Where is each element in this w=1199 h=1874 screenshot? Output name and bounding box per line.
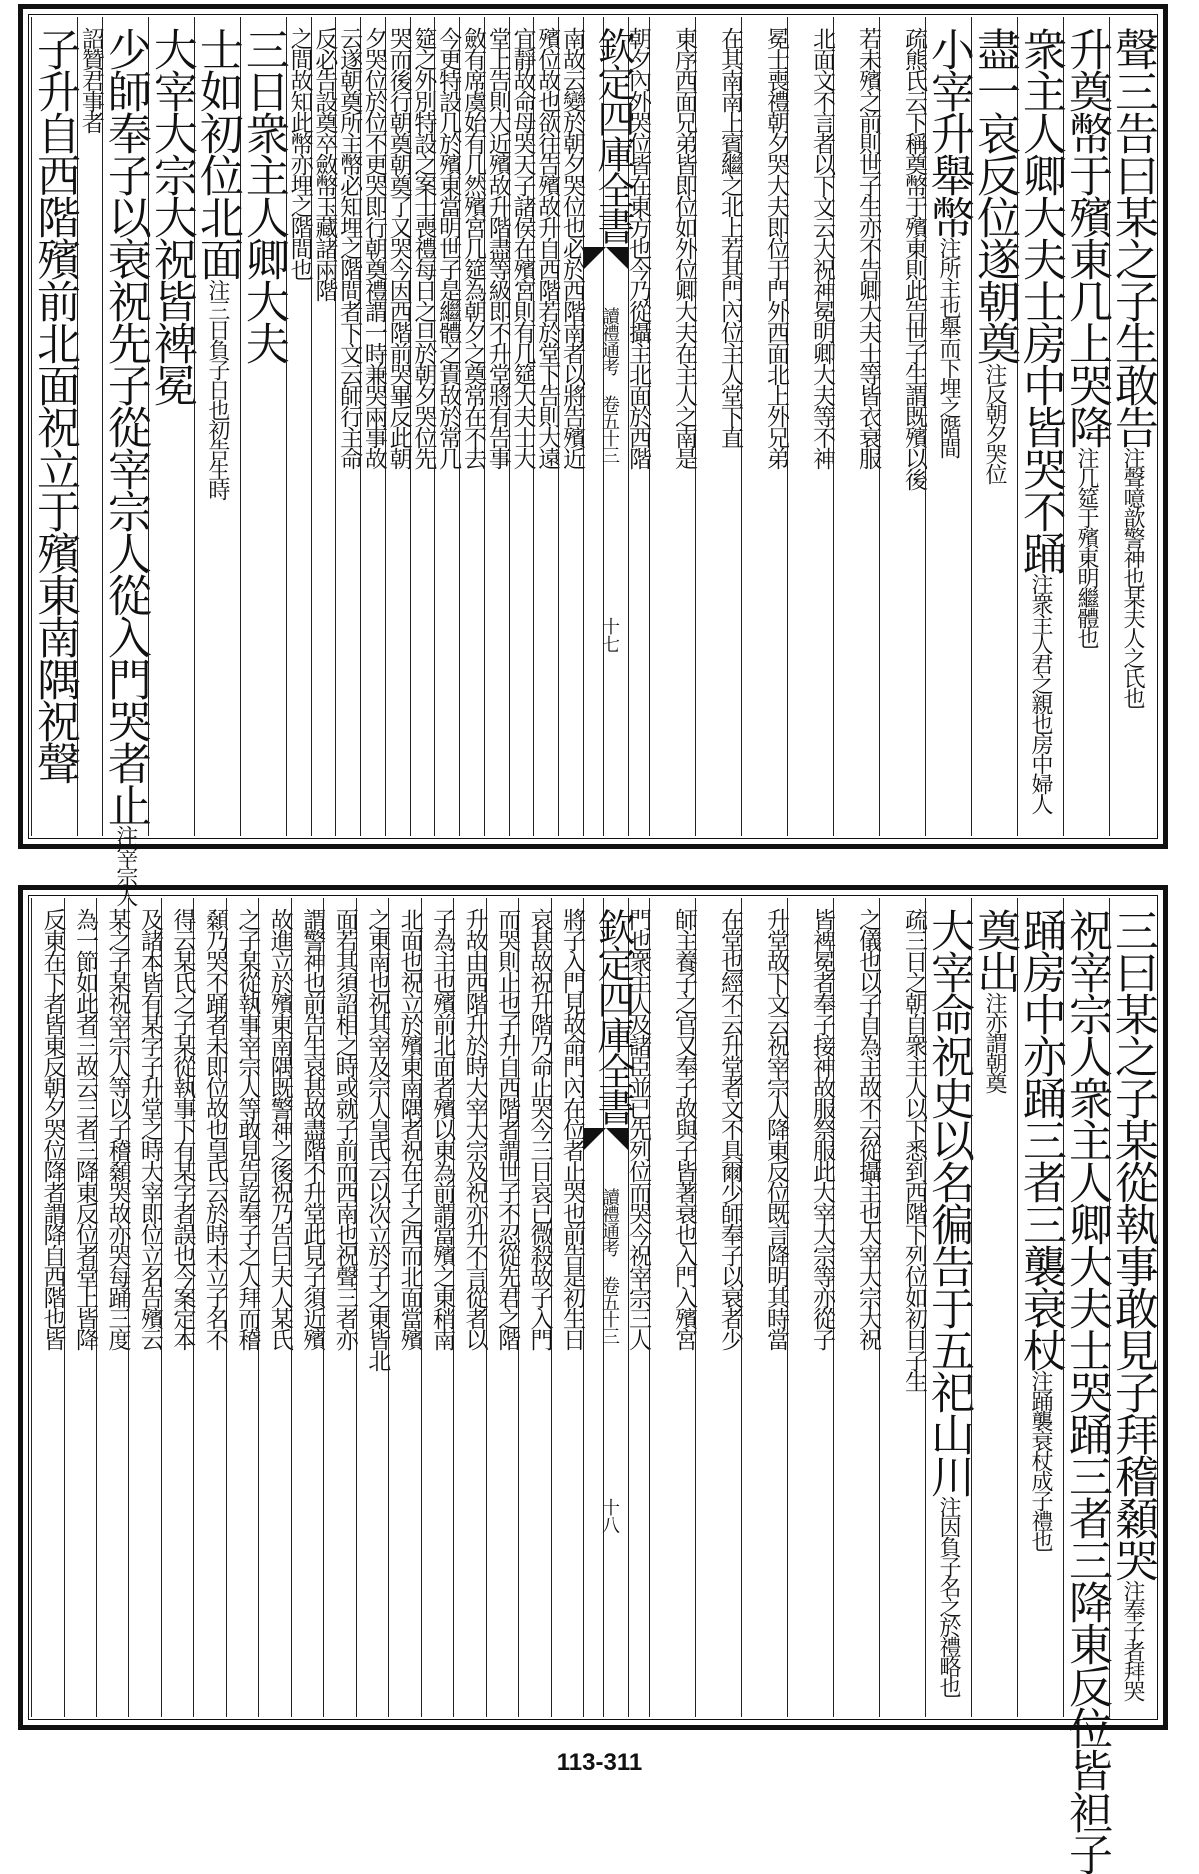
text-column (833, 17, 879, 836)
commentary-text: 子為主也殯前北面者殯以東為前謂當殯之東稍南 (429, 908, 456, 1349)
right-half (603, 898, 1158, 1874)
text-column (193, 898, 228, 1717)
text-column (923, 17, 974, 836)
commentary-text: 門也衆主人及諸臣並已先列位而哭今祝宰宗三人 (625, 908, 651, 1349)
text-column (286, 17, 311, 836)
text-column (291, 898, 326, 1717)
commentary-text: 在其南南上賓繼之北上若其門內位主人堂下直 (717, 27, 743, 447)
text-column (311, 17, 336, 836)
text-column (96, 898, 131, 1717)
commentary-text: 謂警神也前告生哀甚故盡階不升堂此見子須近殯 (299, 908, 326, 1349)
commentary-text: 宜靜故命母哭天子諸侯在殯宮則有几筵大夫士大 (509, 27, 536, 468)
folio-number: 十八 (599, 1498, 620, 1534)
commentary-text: 夕哭位於位不更哭即行朝奠禮謂一時兼哭兩事故 (360, 27, 387, 468)
right-half (603, 17, 1158, 836)
text-column (923, 898, 974, 1717)
text-column (1107, 17, 1158, 836)
commentary-text: 之儀也以子自為主故不云從攝主也大宰大宗大祝 (855, 908, 881, 1349)
main-text: 升奠幣于殯東几上哭降 (1061, 27, 1112, 447)
commentary-text: 若未殯之前則世子生亦不告卿大夫士等皆衣衰服 (855, 27, 881, 468)
commentary-text: 師主養子之官又奉子故與子皆著衰也入門入殯宮 (671, 908, 697, 1349)
annotation-text: 注几筵于殯東明繼體也 (1074, 447, 1099, 647)
text-column (741, 17, 787, 836)
text-column (787, 17, 833, 836)
commentary-text: 而哭則止也子升自西階者謂世子不忍從先君之階 (494, 908, 521, 1349)
commentary-text: 殯位故也欲往告殯故升自西階若於堂下告則大遠 (534, 27, 561, 468)
text-column (484, 17, 509, 836)
text-column (558, 17, 583, 836)
left-half (29, 17, 585, 905)
main-text: 大宰命祝史以名徧告于五祀山川 (923, 908, 974, 1496)
main-text: 大宰大宗大祝皆裨冕 (145, 27, 197, 405)
commentary-text: 面若其須詔相之時或就子前而西南也祝聲三者亦 (331, 908, 358, 1349)
text-column (29, 17, 81, 836)
commentary-text: 及諸本皆有某字子升堂之時大宰即位立名告殯云 (136, 908, 163, 1349)
main-text: 祝宰宗人衆主人卿大夫士哭踊三者三降東反位皆袒子 (1061, 908, 1112, 1874)
main-text: 盡一哀反位遂朝奠 (969, 27, 1020, 363)
commentary-text: 云遂朝奠所主幣必知埋之階間者下文云師行主命 (336, 27, 363, 468)
main-text: 士如初位北面 (191, 27, 243, 279)
text-column (385, 17, 410, 836)
text-column (741, 898, 787, 1717)
commentary-text: 朝夕內外哭位皆在東方也今乃從攝主北面於西階 (625, 27, 651, 468)
commentary-text: 反東在下者皆東反朝夕哭位降者謂降自西階也皆 (39, 908, 66, 1349)
commentary-text: 疏三日之朝自衆主人以下悉到西階下列位如初日子生 (901, 908, 927, 1391)
commentary-text: 之東南也祝其宰及宗人皇氏云以次立於子之東皆北 (364, 908, 391, 1370)
commentary-text: 哀甚故祝升階乃命止哭今三日哀已微殺故子入門 (526, 908, 553, 1349)
text-column (335, 17, 363, 836)
text-column (533, 17, 561, 836)
text-column (388, 898, 423, 1717)
page-footer-number: 113-311 (556, 1749, 643, 1776)
text-column (191, 17, 243, 836)
commentary-text: 升故由西階升於時大宰大宗及祝亦升不言從者以 (461, 908, 488, 1349)
text-column (1107, 898, 1158, 1717)
main-text: 小宰升舉幣 (923, 27, 974, 237)
text-column (486, 898, 521, 1717)
commentary-text: 故進立於殯東南隅既警神之後祝乃告曰夫人某氏 (266, 908, 293, 1349)
text-column (356, 898, 391, 1717)
annotation-text: 注奉子者拜哭 (1120, 1580, 1145, 1700)
text-column (969, 17, 1020, 836)
text-column (161, 898, 196, 1717)
text-column (787, 898, 833, 1717)
text-column (509, 17, 534, 836)
text-column (453, 898, 488, 1717)
commentary-text: 為一節如此者三故云三者三降東反位者堂上皆降 (71, 908, 98, 1349)
text-column (1015, 17, 1066, 836)
text-column (323, 898, 358, 1717)
commentary-text: 東序西面兄弟皆即位如外位卿大夫在主人之南是 (671, 27, 697, 468)
commentary-text: 今更特設几於殯東當明世子是繼體之貴故於常几 (435, 27, 462, 468)
commentary-text: 將子入門見故命門內在位者止哭也前告是初生日 (559, 908, 585, 1349)
commentary-text: 筵之外別特設之案士喪禮每日之旦於朝夕哭位先 (410, 27, 437, 468)
commentary-text: 某之子某祝宰宗人等以子稽顙哭故亦哭每踊三度 (104, 908, 131, 1349)
main-text: 衆主人卿大夫士房中皆哭不踊 (1015, 27, 1066, 573)
annotation-text: 注亦謂朝奠 (982, 992, 1007, 1092)
annotation-text: 注聲噫歆警神也某夫人之氏也 (1120, 447, 1145, 707)
text-column (237, 17, 289, 836)
commentary-text: 南故云變於朝夕哭位也必於西階南者以將告殯近 (559, 27, 585, 468)
text-column (969, 898, 1020, 1717)
text-column (1061, 17, 1112, 836)
annotation-text: 注反朝夕哭位 (982, 363, 1007, 483)
annotation-text: 注因負子名之於禮略也 (936, 1496, 961, 1696)
main-text: 少師奉子以衰祝先子從宰宗人從入門哭者止 (99, 27, 151, 825)
spine (583, 17, 635, 836)
main-text: 子升自西階殯前北面祝立于殯東南隅祝聲 (29, 27, 81, 783)
commentary-text: 得云某氏之子某從執事下有某字者誤也今案定本 (169, 908, 196, 1349)
volume-label: 讀禮通考 卷五十三 (599, 307, 620, 463)
text-column (879, 898, 925, 1717)
commentary-text: 疏熊氏云下稱奠幣于殯東則此告世子生謂既殯以後 (901, 27, 927, 489)
annotation-text: 注三日負子日也初告生時 (204, 279, 230, 499)
text-column (360, 17, 385, 836)
fish-tail-mark (584, 247, 628, 269)
commentary-text: 升堂故下文云祝宰宗人降東反位既言降明其時當 (763, 908, 789, 1349)
page-top (18, 4, 1168, 905)
commentary-text: 之間故知此幣亦埋之階間也 (286, 27, 313, 279)
main-text: 三曰某之子某從執事敢見子拜稽顙哭 (1107, 908, 1158, 1580)
text-column (695, 17, 741, 836)
annotation-text: 注踊襲衰杖成子禮也 (1028, 1370, 1053, 1550)
folio-number: 十七 (599, 617, 620, 653)
commentary-text: 北面文不言者以下文云大祝神冕明卿大夫等不神 (809, 27, 835, 468)
main-text: 三日衆主人卿大夫 (237, 27, 289, 363)
annotation-text: 注宰宗人 (112, 825, 138, 905)
commentary-text: 皆裨冕者奉子接神故服祭服此大宰大宗等亦從子 (809, 908, 835, 1349)
left-half (31, 898, 583, 1717)
text-column (695, 898, 741, 1717)
commentary-text: 北面也祝立於殯東南隅者祝在子之西而北面當殯 (396, 908, 423, 1349)
commentary-text: 哭而後行朝奠朝奠了又哭今因西階前哭畢反此朝 (385, 27, 412, 468)
text-column (145, 17, 197, 836)
main-text: 踊房中亦踊三者三襲衰杖 (1015, 908, 1066, 1370)
commentary-text: 斂有席虞始有几然殯宮几筵為朝夕之奠常在不去 (459, 27, 486, 468)
text-column (518, 898, 553, 1717)
text-column (226, 898, 261, 1717)
text-column (833, 898, 879, 1717)
text-column (1061, 898, 1112, 1874)
text-column (1015, 898, 1066, 1717)
text-column (421, 898, 456, 1717)
library-title: 欽定四庫全書 (591, 908, 635, 1124)
text-column (434, 17, 462, 836)
text-column (258, 898, 293, 1717)
volume-label: 讀禮通考 卷五十三 (599, 1188, 620, 1344)
text-column (649, 898, 695, 1717)
text-column (99, 17, 151, 905)
library-title: 欽定四庫全書 (591, 27, 635, 243)
spine (583, 898, 635, 1717)
commentary-text: 詔贊君事者 (77, 27, 104, 132)
commentary-text: 堂上告則大近殯故升階盡等級即不升堂將有告事 (484, 27, 511, 468)
text-column (410, 17, 435, 836)
text-column (459, 17, 484, 836)
text-column (77, 17, 102, 836)
annotation-text: 注衆主人君之親也房中婦人 (1028, 573, 1053, 813)
text-column (128, 898, 163, 1717)
commentary-text: 反必告設奠卒斂幣玉藏諸兩階 (311, 27, 338, 300)
main-text: 奠出 (969, 908, 1020, 992)
commentary-text: 之子某從執事宰宗人等敢見告訖奉子之人拜而稽 (234, 908, 261, 1349)
main-text: 聲三告曰某之子生敢告 (1107, 27, 1158, 447)
commentary-text: 冕士喪禮朝夕哭大夫即位于門外西面北上外兄弟 (763, 27, 789, 468)
text-column (649, 17, 695, 836)
fish-tail-mark (584, 1128, 628, 1150)
text-column (551, 898, 583, 1717)
annotation-text: 注所主也舉而下埋之階間 (936, 237, 961, 457)
commentary-text: 在堂也經不云升堂者文不具爾少師奉子以衰者少 (717, 908, 743, 1349)
text-column (31, 898, 66, 1717)
commentary-text: 顙乃哭不踊者未即位故也皇氏云於時未立子名不 (201, 908, 228, 1349)
text-column (64, 898, 96, 1717)
text-column (879, 17, 925, 836)
